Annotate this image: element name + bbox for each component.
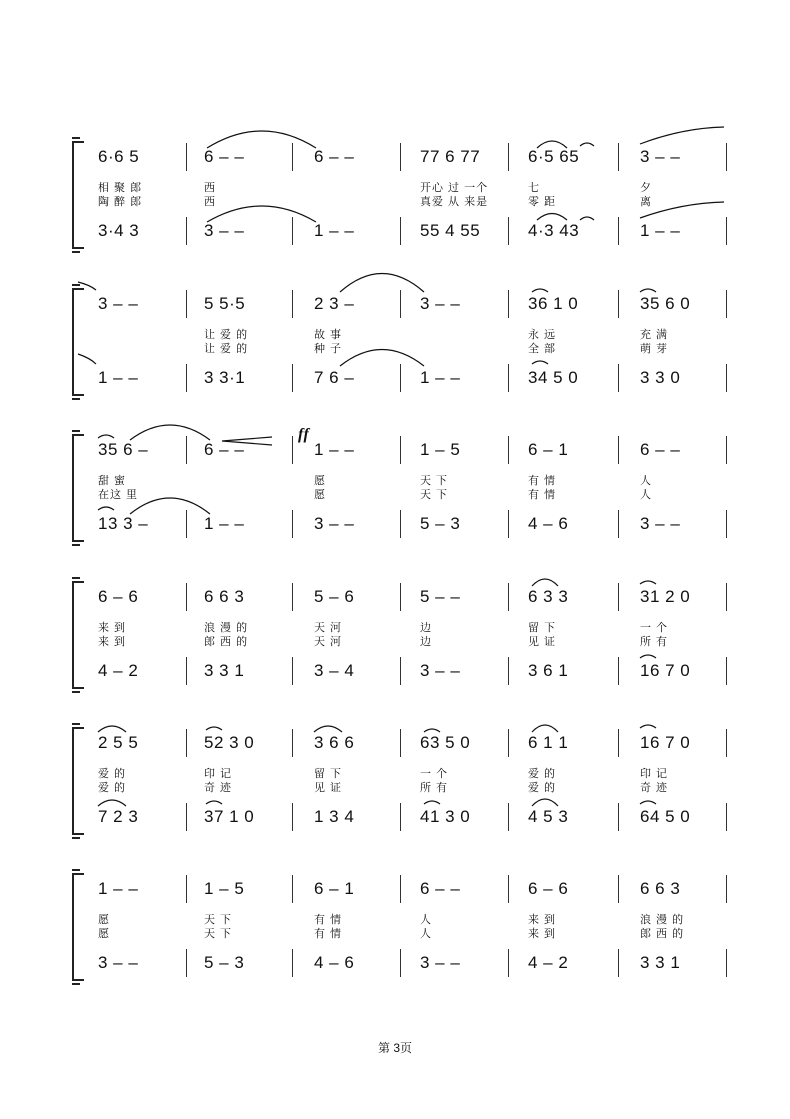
barline: [400, 803, 401, 831]
lyric-line: 奇 迹: [204, 782, 233, 794]
lower-voice-measure: 37 1 0: [204, 807, 255, 826]
lyric-line: 来 到: [98, 622, 127, 634]
lyric-line: 爱 的: [528, 782, 557, 794]
lower-voice-measure: 4 5 3: [528, 807, 569, 826]
barline: [400, 364, 401, 392]
dynamic-mark: ff: [298, 426, 310, 443]
lower-voice-measure: 3 – –: [420, 661, 461, 680]
barline: [292, 290, 293, 318]
slur: [640, 581, 656, 584]
upper-voice-measure: 6 – –: [640, 440, 681, 459]
slur: [340, 274, 424, 293]
slur: [98, 435, 114, 438]
barline: [508, 290, 509, 318]
barline: [186, 729, 187, 757]
barline: [618, 729, 619, 757]
slur: [424, 729, 440, 732]
barline: [508, 217, 509, 245]
lyric-line: 真爱 从 来是: [420, 196, 489, 208]
barline: [186, 875, 187, 903]
lyric-line: 人: [420, 914, 432, 926]
lyric-line: 浪 漫 的: [204, 622, 249, 634]
slur: [640, 801, 656, 804]
upper-voice-measure: 1 – 5: [204, 879, 245, 898]
upper-voice-measure: 5 5·5: [204, 294, 246, 313]
lyric-line: 开心 过 一个: [420, 182, 489, 194]
lower-voice-measure: 3 3 1: [204, 661, 245, 680]
slur: [532, 725, 558, 732]
slur: [424, 801, 440, 804]
barline: [292, 729, 293, 757]
barline: [726, 510, 727, 538]
lower-voice-measure: 4 – 2: [528, 953, 569, 972]
barline: [400, 510, 401, 538]
lyric-line: 来 到: [528, 928, 557, 940]
lower-voice-measure: 1 – –: [314, 221, 355, 240]
upper-voice-measure: 1 – –: [314, 440, 355, 459]
lyric-line: 故 事: [314, 329, 343, 341]
barline: [292, 143, 293, 171]
barline: [618, 949, 619, 977]
upper-voice-measure: 31 2 0: [640, 587, 691, 606]
slur: [207, 206, 316, 222]
slur: [98, 507, 114, 510]
barline: [508, 436, 509, 464]
lyric-line: 充 满: [640, 329, 669, 341]
slur: [640, 725, 656, 728]
slur: [640, 289, 656, 292]
lower-voice-measure: 3·4 3: [98, 221, 140, 240]
lower-voice-measure: 4·3 43: [528, 221, 580, 240]
lyric-line: 见 证: [314, 782, 343, 794]
barline: [292, 217, 293, 245]
upper-voice-measure: 6·6 5: [98, 147, 140, 166]
slur: [206, 801, 222, 804]
barline: [618, 436, 619, 464]
slur: [640, 127, 724, 144]
upper-voice-measure: 52 3 0: [204, 733, 255, 752]
barline: [186, 290, 187, 318]
barline: [726, 364, 727, 392]
upper-voice-measure: 6 – 1: [314, 879, 355, 898]
slur: [130, 425, 210, 440]
lyric-line: 留 下: [314, 768, 343, 780]
lyric-line: 天 下: [204, 928, 233, 940]
lyric-line: 有 情: [314, 928, 343, 940]
slur: [340, 350, 424, 367]
barline: [186, 657, 187, 685]
lyric-line: 天 下: [420, 475, 449, 487]
barline: [618, 290, 619, 318]
lyric-line: 天 河: [314, 622, 343, 634]
upper-voice-measure: 6 – –: [204, 440, 245, 459]
system-bracket: [72, 141, 84, 249]
lyric-line: 所 有: [640, 636, 669, 648]
upper-voice-measure: 6 – 6: [528, 879, 569, 898]
lyric-line: 印 记: [204, 768, 233, 780]
barline: [400, 949, 401, 977]
lyric-line: 人: [640, 489, 652, 501]
slur: [532, 799, 558, 806]
upper-voice-measure: 63 5 0: [420, 733, 471, 752]
lower-voice-measure: 64 5 0: [640, 807, 691, 826]
upper-voice-measure: 5 – 6: [314, 587, 355, 606]
barline: [186, 510, 187, 538]
slur: [532, 289, 548, 292]
lyric-line: 爱 的: [98, 782, 127, 794]
lyric-line: 印 记: [640, 768, 669, 780]
lower-voice-measure: 16 7 0: [640, 661, 691, 680]
lyric-line: 有 情: [314, 914, 343, 926]
lyric-line: 天 下: [204, 914, 233, 926]
lyric-line: 在这 里: [98, 489, 139, 501]
lyric-line: 爱 的: [98, 768, 127, 780]
barline: [186, 364, 187, 392]
slur: [314, 726, 342, 732]
lyric-line: 陶 醉 郎: [98, 196, 143, 208]
barline: [292, 510, 293, 538]
lyric-line: 夕: [640, 182, 652, 194]
lyric-line: 愿: [314, 475, 326, 487]
lyric-line: 所 有: [420, 782, 449, 794]
barline: [508, 657, 509, 685]
lyric-line: 甜 蜜: [98, 475, 127, 487]
upper-voice-measure: 6 3 3: [528, 587, 569, 606]
lyric-line: 西: [204, 196, 216, 208]
lyric-line: 天 河: [314, 636, 343, 648]
barline: [726, 290, 727, 318]
upper-voice-measure: 6 – –: [204, 147, 245, 166]
barline: [292, 583, 293, 611]
barline: [292, 436, 293, 464]
upper-voice-measure: 35 6 –: [98, 440, 149, 459]
barline: [400, 436, 401, 464]
lower-voice-measure: 1 – –: [420, 368, 461, 387]
upper-voice-measure: 1 – –: [98, 879, 139, 898]
barline: [726, 729, 727, 757]
slur: [580, 143, 594, 146]
slur: [207, 131, 316, 148]
slur: [98, 800, 126, 806]
lower-voice-measure: 55 4 55: [420, 221, 481, 240]
lower-voice-measure: 5 – 3: [420, 514, 461, 533]
barline: [618, 803, 619, 831]
barline: [508, 803, 509, 831]
upper-voice-measure: 2 5 5: [98, 733, 139, 752]
slur: [98, 726, 126, 732]
barline: [508, 875, 509, 903]
lyric-line: 愿: [98, 928, 110, 940]
lyric-line: 边: [420, 622, 432, 634]
lyric-line: 种 子: [314, 343, 343, 355]
lyric-line: 有 情: [528, 475, 557, 487]
lyric-line: 奇 迹: [640, 782, 669, 794]
upper-voice-measure: 6 6 3: [640, 879, 681, 898]
lower-voice-measure: 5 – 3: [204, 953, 245, 972]
lyric-line: 七: [528, 182, 540, 194]
barline: [292, 657, 293, 685]
system-bracket: [72, 434, 84, 542]
lower-voice-measure: 3 3·1: [204, 368, 246, 387]
lyric-line: 来 到: [528, 914, 557, 926]
barline: [186, 143, 187, 171]
slur: [130, 498, 210, 514]
barline: [618, 875, 619, 903]
lyric-line: 愿: [314, 489, 326, 501]
barline: [400, 875, 401, 903]
barline: [508, 729, 509, 757]
upper-voice-measure: 6 – 1: [528, 440, 569, 459]
barline: [618, 364, 619, 392]
slur: [532, 361, 548, 364]
lower-voice-measure: 3 3 1: [640, 953, 681, 972]
upper-voice-measure: 3 – –: [98, 294, 139, 313]
barline: [400, 729, 401, 757]
lower-voice-measure: 3 – –: [314, 514, 355, 533]
lower-voice-measure: 3 – –: [98, 953, 139, 972]
barline: [726, 143, 727, 171]
lyric-line: 留 下: [528, 622, 557, 634]
barline: [292, 803, 293, 831]
slur: [206, 727, 222, 730]
lower-voice-measure: 1 – –: [98, 368, 139, 387]
upper-voice-measure: 16 7 0: [640, 733, 691, 752]
barline: [292, 364, 293, 392]
upper-voice-measure: 6 6 3: [204, 587, 245, 606]
slur: [640, 655, 656, 658]
upper-voice-measure: 35 6 0: [640, 294, 691, 313]
upper-voice-measure: 6 1 1: [528, 733, 569, 752]
lyric-line: 来 到: [98, 636, 127, 648]
slur: [640, 202, 724, 218]
lower-voice-measure: 4 – 2: [98, 661, 139, 680]
lower-voice-measure: 7 6 –: [314, 368, 355, 387]
lyric-line: 让 爱 的: [204, 329, 249, 341]
upper-voice-measure: 1 – 5: [420, 440, 461, 459]
upper-voice-measure: 6 – 6: [98, 587, 139, 606]
lower-voice-measure: 1 – –: [204, 514, 245, 533]
lyric-line: 西: [204, 182, 216, 194]
barline: [618, 657, 619, 685]
lyric-line: 浪 漫 的: [640, 914, 685, 926]
lyric-line: 见 证: [528, 636, 557, 648]
barline: [186, 803, 187, 831]
barline: [508, 949, 509, 977]
lyric-line: 爱 的: [528, 768, 557, 780]
barline: [400, 583, 401, 611]
lower-voice-measure: 3 3 0: [640, 368, 681, 387]
barline: [400, 217, 401, 245]
lower-voice-measure: 3 – –: [420, 953, 461, 972]
upper-voice-measure: 77 6 77: [420, 147, 481, 166]
upper-voice-measure: 6·5 65: [528, 147, 580, 166]
lyric-line: 萌 芽: [640, 343, 669, 355]
barline: [292, 875, 293, 903]
barline: [726, 436, 727, 464]
upper-voice-measure: 6 – –: [314, 147, 355, 166]
barline: [618, 217, 619, 245]
slur: [532, 579, 558, 586]
upper-voice-measure: 36 1 0: [528, 294, 579, 313]
barline: [618, 143, 619, 171]
lower-voice-measure: 1 – –: [640, 221, 681, 240]
lower-voice-measure: 3 – 4: [314, 661, 355, 680]
upper-voice-measure: 3 – –: [420, 294, 461, 313]
lyric-line: 让 爱 的: [204, 343, 249, 355]
lyric-line: 一 个: [640, 622, 669, 634]
lyric-line: 离: [640, 196, 652, 208]
lower-voice-measure: 3 – –: [640, 514, 681, 533]
lower-voice-measure: 4 – 6: [528, 514, 569, 533]
barline: [186, 583, 187, 611]
system-bracket: [72, 581, 84, 689]
barline: [508, 364, 509, 392]
barline: [726, 217, 727, 245]
barline: [726, 803, 727, 831]
lower-voice-measure: 7 2 3: [98, 807, 139, 826]
barline: [186, 217, 187, 245]
lower-voice-measure: 1 3 4: [314, 807, 355, 826]
barline: [726, 875, 727, 903]
lyric-line: 天 下: [420, 489, 449, 501]
slur: [580, 217, 594, 220]
lower-voice-measure: 13 3 –: [98, 514, 149, 533]
lyric-line: 愿: [98, 914, 110, 926]
barline: [618, 510, 619, 538]
lyric-line: 郎 西 的: [640, 928, 685, 940]
lyric-line: 全 部: [528, 343, 557, 355]
lyric-line: 一 个: [420, 768, 449, 780]
lyric-line: 有 情: [528, 489, 557, 501]
lyric-line: 人: [640, 475, 652, 487]
lyric-line: 边: [420, 636, 432, 648]
barline: [508, 510, 509, 538]
barline: [726, 583, 727, 611]
upper-voice-measure: 3 6 6: [314, 733, 355, 752]
barline: [618, 583, 619, 611]
lyric-line: 永 远: [528, 329, 557, 341]
system-bracket: [72, 727, 84, 835]
barline: [508, 583, 509, 611]
barline: [400, 657, 401, 685]
barline: [400, 290, 401, 318]
lower-voice-measure: 41 3 0: [420, 807, 471, 826]
system-bracket: [72, 288, 84, 396]
lyric-line: 相 聚 郎: [98, 182, 143, 194]
upper-voice-measure: 2 3 –: [314, 294, 355, 313]
lower-voice-measure: 3 6 1: [528, 661, 569, 680]
upper-voice-measure: 5 – –: [420, 587, 461, 606]
upper-voice-measure: 6 – –: [420, 879, 461, 898]
lyric-line: 零 距: [528, 196, 557, 208]
lower-voice-measure: 3 – –: [204, 221, 245, 240]
lyric-line: 郎 西 的: [204, 636, 249, 648]
barline: [726, 949, 727, 977]
upper-voice-measure: 3 – –: [640, 147, 681, 166]
barline: [292, 949, 293, 977]
barline: [508, 143, 509, 171]
barline: [726, 657, 727, 685]
barline: [186, 436, 187, 464]
lower-voice-measure: 4 – 6: [314, 953, 355, 972]
barline: [400, 143, 401, 171]
slur: [537, 214, 567, 221]
system-bracket: [72, 873, 84, 981]
page-number: 第 3页: [377, 1041, 412, 1055]
barline: [186, 949, 187, 977]
lower-voice-measure: 34 5 0: [528, 368, 579, 387]
lyric-line: 人: [420, 928, 432, 940]
